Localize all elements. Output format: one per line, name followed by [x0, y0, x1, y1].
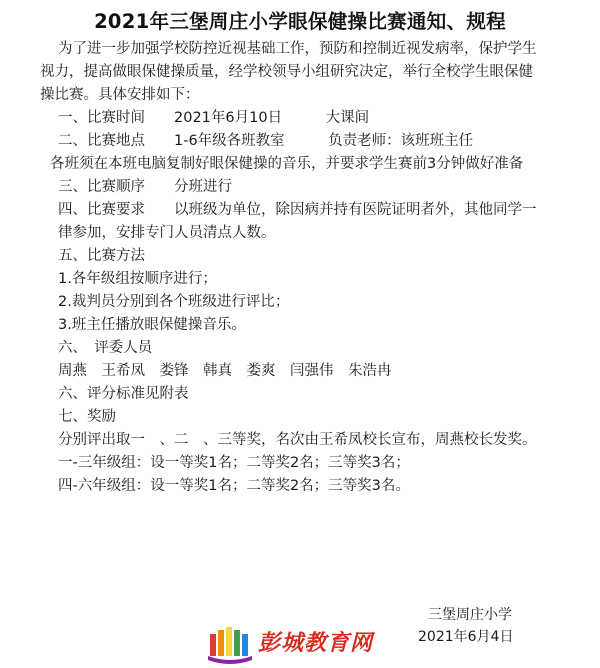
body-line-judge-names: 周燕 王希凤 娄锋 韩真 娄爽 闫强伟 朱浩冉 — [58, 363, 392, 379]
body-line-intro-1: 为了进一步加强学校防控近视基础工作，预防和控制近视发病率，保护学生 — [58, 41, 537, 57]
watermark-text: 彭城教育网 — [258, 631, 374, 656]
body-line-req-2: 律参加，安排专门人员清点人数。 — [58, 225, 276, 241]
body-line-awards-lower: 一-三年级组：设一等奖1名；二等奖2名；三等奖3名； — [58, 455, 410, 471]
body-line-intro-3: 操比赛。具体安排如下： — [40, 87, 200, 103]
body-line-method-3: 3.班主任播放眼保健操音乐。 — [58, 317, 246, 333]
body-line-method-2: 2.裁判员分别到各个班级进行评比； — [58, 294, 290, 310]
signature-date: 2021年6月4日 — [418, 629, 514, 645]
signature-school: 三堡周庄小学 — [428, 607, 512, 623]
body-line-music: 各班须在本班电脑复制好眼保健操的音乐，并要求学生赛前3分钟做好准备 — [50, 156, 524, 172]
body-line-method: 五、比赛方法 — [58, 248, 145, 264]
body-line-awards-upper: 四-六年级组：设一等奖1名；二等奖2名；三等奖3名。 — [58, 478, 410, 494]
body-line-order: 三、比赛顺序 分班进行 — [58, 179, 232, 195]
document-title: 2021年三堡周庄小学眼保健操比赛通知、规程 — [94, 10, 506, 33]
body-line-intro-2: 视力，提高做眼保健操质量，经学校领导小组研究决定，举行全校学生眼保健 — [40, 64, 533, 80]
body-line-method-1: 1.各年级组按顺序进行； — [58, 271, 217, 287]
body-line-req-1: 四、比赛要求 以班级为单位，除因病并持有医院证明者外，其他同学一 — [58, 202, 537, 218]
book-logo-icon — [206, 624, 256, 664]
body-line-place: 二、比赛地点 1-6年级各班教室 负责老师：该班班主任 — [58, 133, 474, 149]
body-line-awards: 七、奖励 — [58, 409, 116, 425]
body-line-scoring: 六、评分标准见附表 — [58, 386, 189, 402]
body-line-awards-desc: 分别评出取一 、二 、三等奖，名次由王希凤校长宣布，周燕校长发奖。 — [58, 432, 537, 448]
body-line-judges: 六、 评委人员 — [58, 340, 153, 356]
watermark-logo — [206, 624, 396, 664]
body-line-time: 一、比赛时间 2021年6月10日 大课间 — [58, 110, 370, 126]
